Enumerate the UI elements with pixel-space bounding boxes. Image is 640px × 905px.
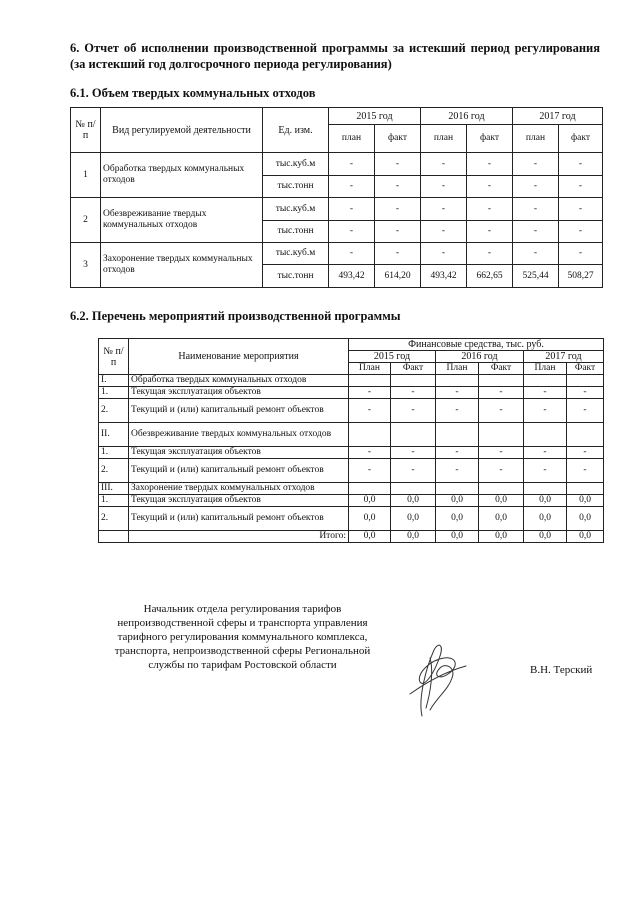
value-cell: - [421, 176, 467, 198]
value-cell: - [513, 243, 559, 265]
value-cell: 0,0 [436, 507, 479, 531]
value-cell: - [524, 399, 567, 423]
table-row [99, 447, 604, 459]
value-cell: - [567, 459, 604, 483]
value-cell: - [559, 243, 603, 265]
row-number: I. [99, 375, 129, 387]
value-cell [391, 483, 436, 495]
total-value: 0,0 [479, 531, 524, 543]
value-cell [524, 483, 567, 495]
value-cell: - [436, 399, 479, 423]
value-cell: 0,0 [479, 495, 524, 507]
value-cell: - [467, 198, 513, 221]
plan-header: План [349, 363, 391, 375]
value-cell: - [524, 447, 567, 459]
value-cell [349, 423, 391, 447]
plan-header: план [421, 125, 467, 153]
value-cell [391, 375, 436, 387]
total-value: 0,0 [524, 531, 567, 543]
table-row [99, 399, 604, 423]
measure-name: Захоронение твердых коммунальных отходов [129, 483, 349, 495]
measure-name: Текущая эксплуатация объектов [129, 447, 349, 459]
activity-name: Обработка твердых коммунальных отходов [101, 153, 263, 198]
value-cell: - [479, 399, 524, 423]
table-row [99, 495, 604, 507]
table-row [99, 423, 604, 447]
col-header-name: Наименование мероприятия [129, 339, 349, 375]
value-cell: - [467, 153, 513, 176]
value-cell [567, 423, 604, 447]
value-cell: - [567, 387, 604, 399]
value-cell: - [349, 399, 391, 423]
value-cell: 0,0 [436, 495, 479, 507]
value-cell: 0,0 [349, 495, 391, 507]
col-header-kind: Вид регулируемой деятельности [101, 108, 263, 153]
fact-header: факт [375, 125, 421, 153]
year-header-2016: 2016 год [421, 108, 513, 125]
total-value: 0,0 [436, 531, 479, 543]
value-cell: - [513, 221, 559, 243]
unit-cell: тыс.тонн [263, 265, 329, 288]
value-cell: 493,42 [329, 265, 375, 288]
value-cell: - [513, 198, 559, 221]
value-cell: 508,27 [559, 265, 603, 288]
value-cell: - [375, 198, 421, 221]
value-cell: - [391, 399, 436, 423]
value-cell: - [329, 243, 375, 265]
value-cell: - [375, 176, 421, 198]
measure-name: Текущий и (или) капитальный ремонт объектов [129, 459, 349, 483]
value-cell [479, 423, 524, 447]
value-cell: - [329, 153, 375, 176]
value-cell: - [329, 198, 375, 221]
row-number: 1. [99, 387, 129, 399]
total-value: 0,0 [349, 531, 391, 543]
value-cell: - [479, 387, 524, 399]
total-empty-cell [99, 531, 129, 543]
row-number: II. [99, 423, 129, 447]
value-cell: 525,44 [513, 265, 559, 288]
value-cell: - [467, 176, 513, 198]
table-row [71, 243, 603, 265]
value-cell: - [349, 459, 391, 483]
total-value: 0,0 [567, 531, 604, 543]
row-number: 1. [99, 447, 129, 459]
value-cell: - [421, 153, 467, 176]
value-cell: 0,0 [567, 507, 604, 531]
value-cell [479, 483, 524, 495]
value-cell: - [559, 176, 603, 198]
value-cell [436, 423, 479, 447]
table-row [99, 459, 604, 483]
value-cell: - [513, 176, 559, 198]
row-number: 2. [99, 459, 129, 483]
value-cell: 0,0 [391, 495, 436, 507]
value-cell: - [375, 153, 421, 176]
value-cell: 662,65 [467, 265, 513, 288]
total-value: 0,0 [391, 531, 436, 543]
fact-header: Факт [567, 363, 604, 375]
value-cell [349, 483, 391, 495]
value-cell: - [559, 198, 603, 221]
value-cell: - [349, 387, 391, 399]
handwritten-signature [400, 638, 475, 720]
activity-name: Обезвреживание твердых коммунальных отходов [101, 198, 263, 243]
col-header-num: № п/п [71, 108, 101, 153]
value-cell: 0,0 [479, 507, 524, 531]
value-cell: - [391, 387, 436, 399]
value-cell: - [467, 221, 513, 243]
table-row [99, 483, 604, 495]
measure-name: Текущая эксплуатация объектов [129, 495, 349, 507]
value-cell: - [467, 243, 513, 265]
row-number: 2. [99, 399, 129, 423]
value-cell: - [436, 459, 479, 483]
value-cell: - [375, 221, 421, 243]
value-cell: - [567, 447, 604, 459]
signatory-name: В.Н. Терский [530, 664, 593, 676]
value-cell [567, 483, 604, 495]
value-cell: 614,20 [375, 265, 421, 288]
value-cell: - [421, 221, 467, 243]
activity-name: Захоронение твердых коммунальных отходов [101, 243, 263, 288]
table-row [71, 153, 603, 176]
unit-cell: тыс.тонн [263, 221, 329, 243]
measure-name: Обработка твердых коммунальных отходов [129, 375, 349, 387]
measure-name: Текущий и (или) капитальный ремонт объектов [129, 399, 349, 423]
value-cell: - [421, 243, 467, 265]
value-cell: - [391, 459, 436, 483]
plan-header: план [329, 125, 375, 153]
total-row [99, 531, 604, 543]
volume-table [70, 107, 603, 288]
plan-header: План [436, 363, 479, 375]
col-header-finance: Финансовые средства, тыс. руб. [349, 339, 604, 351]
fact-header: Факт [391, 363, 436, 375]
table-row [99, 387, 604, 399]
value-cell: - [559, 153, 603, 176]
value-cell: - [524, 459, 567, 483]
value-cell [436, 375, 479, 387]
measures-table [98, 338, 604, 543]
unit-cell: тыс.куб.м [263, 153, 329, 176]
total-label: Итого: [129, 531, 349, 543]
value-cell [479, 375, 524, 387]
value-cell: - [375, 243, 421, 265]
value-cell: - [479, 447, 524, 459]
value-cell: - [329, 176, 375, 198]
year-header-2017: 2017 год [513, 108, 603, 125]
year-header-2017: 2017 год [524, 351, 604, 363]
row-number: 2 [71, 198, 101, 243]
plan-header: План [524, 363, 567, 375]
value-cell [436, 483, 479, 495]
value-cell: 493,42 [421, 265, 467, 288]
fact-header: факт [467, 125, 513, 153]
row-number: 3 [71, 243, 101, 288]
value-cell: 0,0 [524, 495, 567, 507]
fact-header: Факт [479, 363, 524, 375]
value-cell: - [559, 221, 603, 243]
row-number: 1 [71, 153, 101, 198]
value-cell: - [524, 387, 567, 399]
row-number: 2. [99, 507, 129, 531]
value-cell: - [421, 198, 467, 221]
section-6-1-heading: 6.1. Объем твердых коммунальных отходов [70, 86, 316, 100]
fact-header: факт [559, 125, 603, 153]
value-cell [349, 375, 391, 387]
year-header-2015: 2015 год [329, 108, 421, 125]
value-cell: 0,0 [524, 507, 567, 531]
plan-header: план [513, 125, 559, 153]
value-cell: 0,0 [567, 495, 604, 507]
value-cell: 0,0 [349, 507, 391, 531]
measure-name: Текущий и (или) капитальный ремонт объектов [129, 507, 349, 531]
year-header-2016: 2016 год [436, 351, 524, 363]
value-cell: - [436, 447, 479, 459]
row-number: 1. [99, 495, 129, 507]
section-6-2-heading: 6.2. Перечень мероприятий производственной программы [70, 309, 401, 323]
section-6-heading: 6. Отчет об исполнении производственной программы за истекший период регулирования (за истекший год долгосрочного периода регулирования) [70, 41, 600, 71]
unit-cell: тыс.тонн [263, 176, 329, 198]
value-cell: - [513, 153, 559, 176]
signatory-position: Начальник отдела регулирования тарифов непроизводственной сферы и транспорта управления тарифного регулирования коммунального комплекса, транспорта, непроизводственной сферы Региональной службы по тарифам Ростовской области [114, 603, 371, 671]
value-cell [524, 423, 567, 447]
year-header-2015: 2015 год [349, 351, 436, 363]
value-cell: - [391, 447, 436, 459]
table-row [71, 198, 603, 221]
measure-name: Текущая эксплуатация объектов [129, 387, 349, 399]
unit-cell: тыс.куб.м [263, 198, 329, 221]
value-cell: - [329, 221, 375, 243]
value-cell: - [479, 459, 524, 483]
value-cell: 0,0 [391, 507, 436, 531]
value-cell: - [436, 387, 479, 399]
table-row [99, 507, 604, 531]
col-header-num: № п/п [99, 339, 129, 375]
value-cell [391, 423, 436, 447]
row-number: III. [99, 483, 129, 495]
measure-name: Обезвреживание твердых коммунальных отходов [129, 423, 349, 447]
col-header-unit: Ед. изм. [263, 108, 329, 153]
table-row [99, 375, 604, 387]
value-cell [567, 375, 604, 387]
value-cell: - [349, 447, 391, 459]
value-cell: - [567, 399, 604, 423]
value-cell [524, 375, 567, 387]
unit-cell: тыс.куб.м [263, 243, 329, 265]
